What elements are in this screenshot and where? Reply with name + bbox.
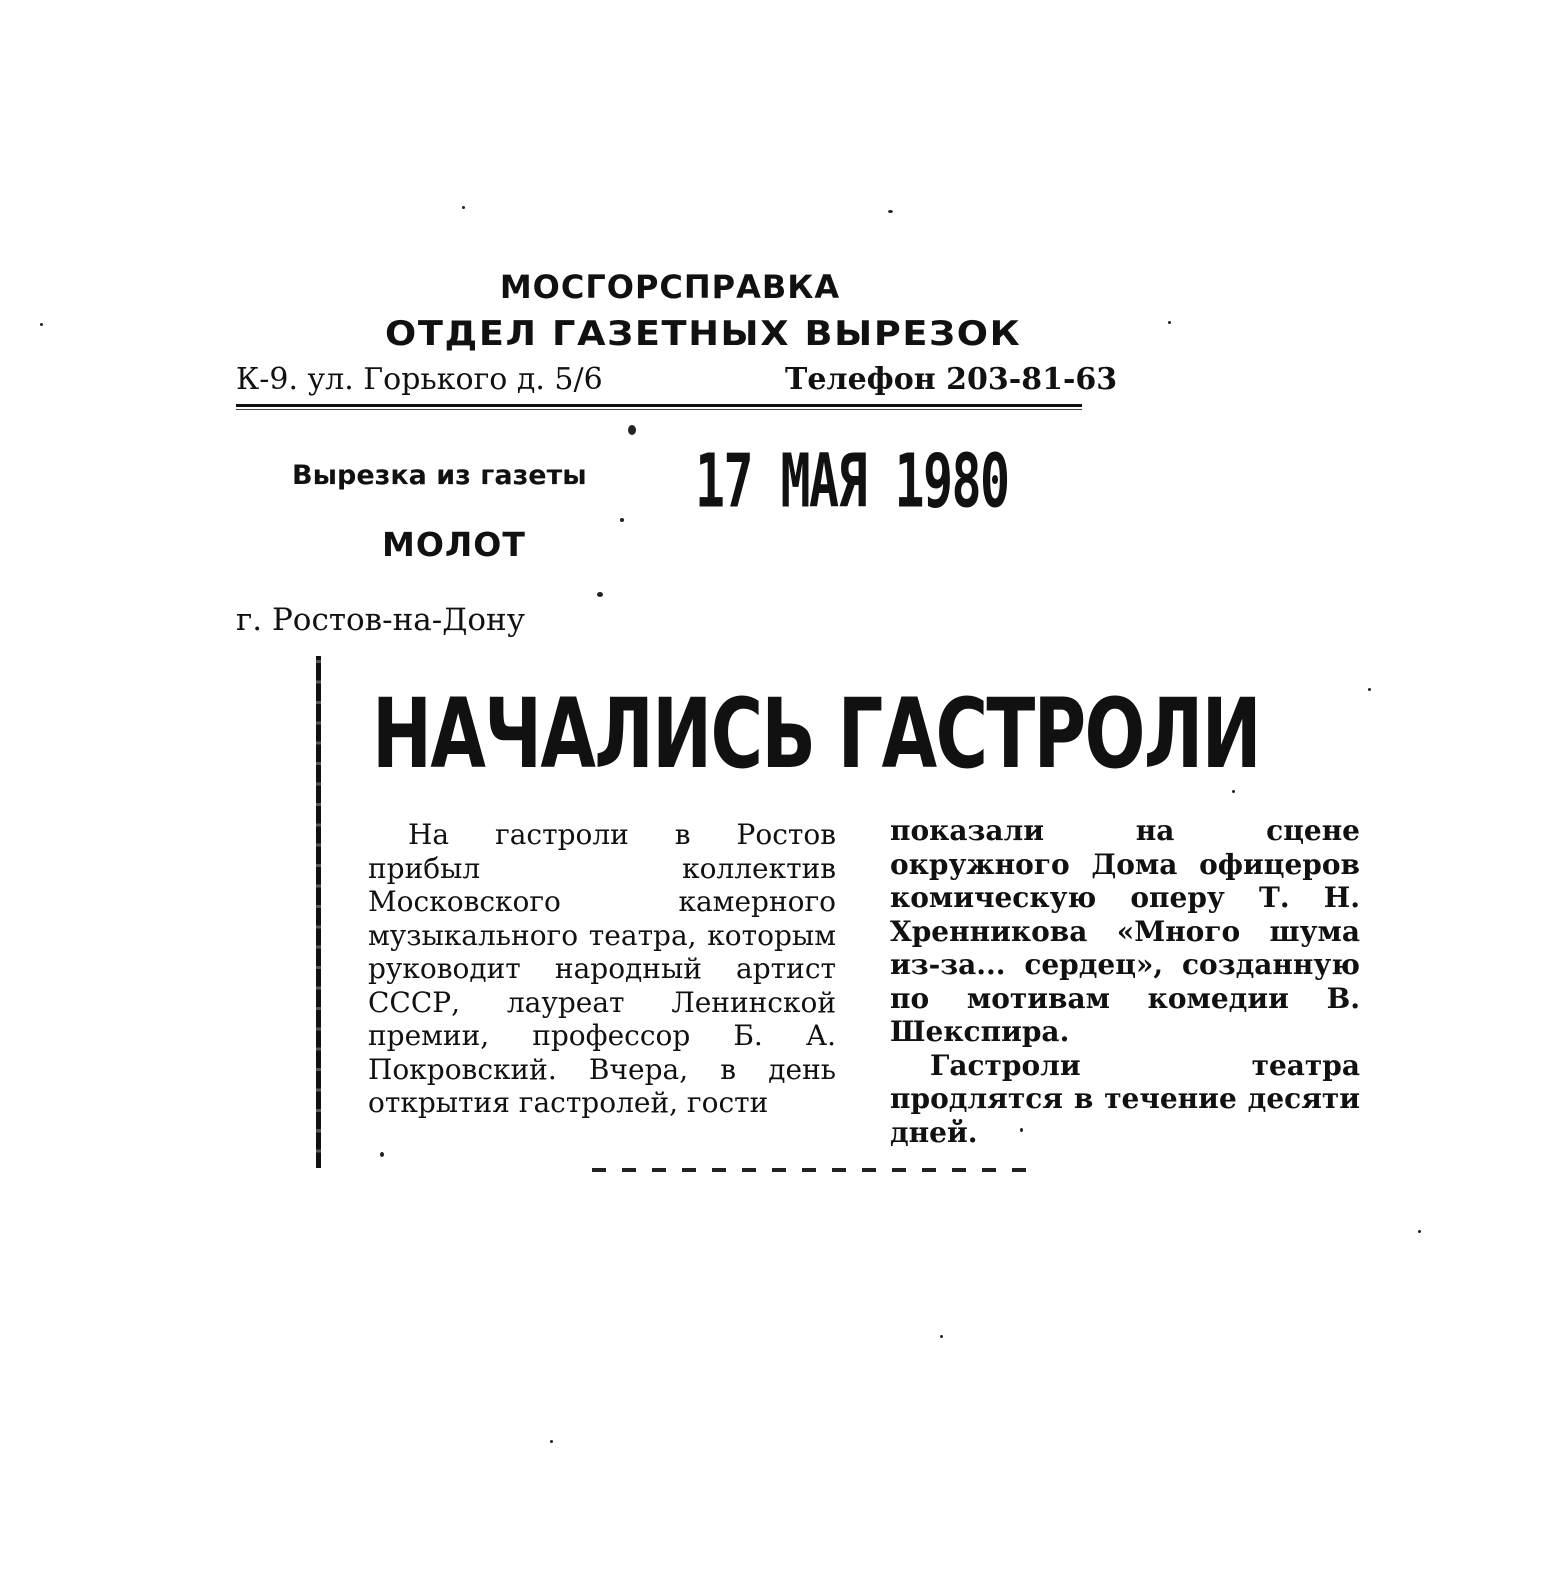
scan-speck: [1232, 790, 1235, 793]
date-stamp: 17 МАЯ 1980: [695, 440, 1009, 526]
scan-speck: [620, 518, 624, 522]
scan-speck: [628, 425, 636, 435]
scan-speck: [550, 1440, 553, 1443]
clipping-source-label: Вырезка из газеты: [292, 460, 587, 491]
article-paragraph: Гастроли театра продлятся в течение десяти дней.: [890, 1048, 1360, 1149]
header-divider: [236, 404, 1082, 407]
scan-speck: [1418, 1230, 1421, 1233]
scan-speck: [888, 210, 893, 213]
department-name: ОТДЕЛ ГАЗЕТНЫХ ВЫРЕЗОК: [385, 314, 1022, 354]
scan-speck: [940, 1335, 943, 1338]
scan-speck: [1168, 321, 1171, 324]
article-paragraph: На гастроли в Ростов прибыл коллектив Московского камерного музыкального театра, которым руководит народный артист СССР, лауреат Ленинской премии, профессор Б. А. Покровский. Вчера, в день открытия гастролей, гости: [368, 818, 836, 1119]
scan-speck: [1368, 688, 1371, 691]
address-line: К-9. ул. Горького д. 5/6: [236, 362, 603, 397]
article-column-right: [890, 814, 1360, 1149]
scan-speck: [40, 323, 43, 326]
clipping-bottom-divider: [592, 1168, 1037, 1172]
article-paragraph: показали на сцене окружного Дома офицеров комическую оперу Т. Н. Хренникова «Много шума из-за... сердец», созданную по мотивам комедии В. Шекспира.: [890, 814, 1360, 1048]
scan-speck: [380, 1152, 384, 1157]
clipping-edge: [316, 656, 337, 1168]
newspaper-name: МОЛОТ: [382, 525, 526, 564]
scan-speck: [462, 206, 465, 209]
organization-name: МОСГОРСПРАВКА: [499, 268, 841, 306]
scan-speck: [597, 592, 603, 597]
article-column-left: [368, 818, 836, 1120]
newspaper-city: г. Ростов-на-Дону: [236, 602, 525, 638]
article-headline: НАЧАЛИСЬ ГАСТРОЛИ: [372, 678, 1260, 790]
phone-number: Телефон 203-81-63: [785, 362, 1118, 397]
header-divider-thin: [236, 409, 1082, 410]
